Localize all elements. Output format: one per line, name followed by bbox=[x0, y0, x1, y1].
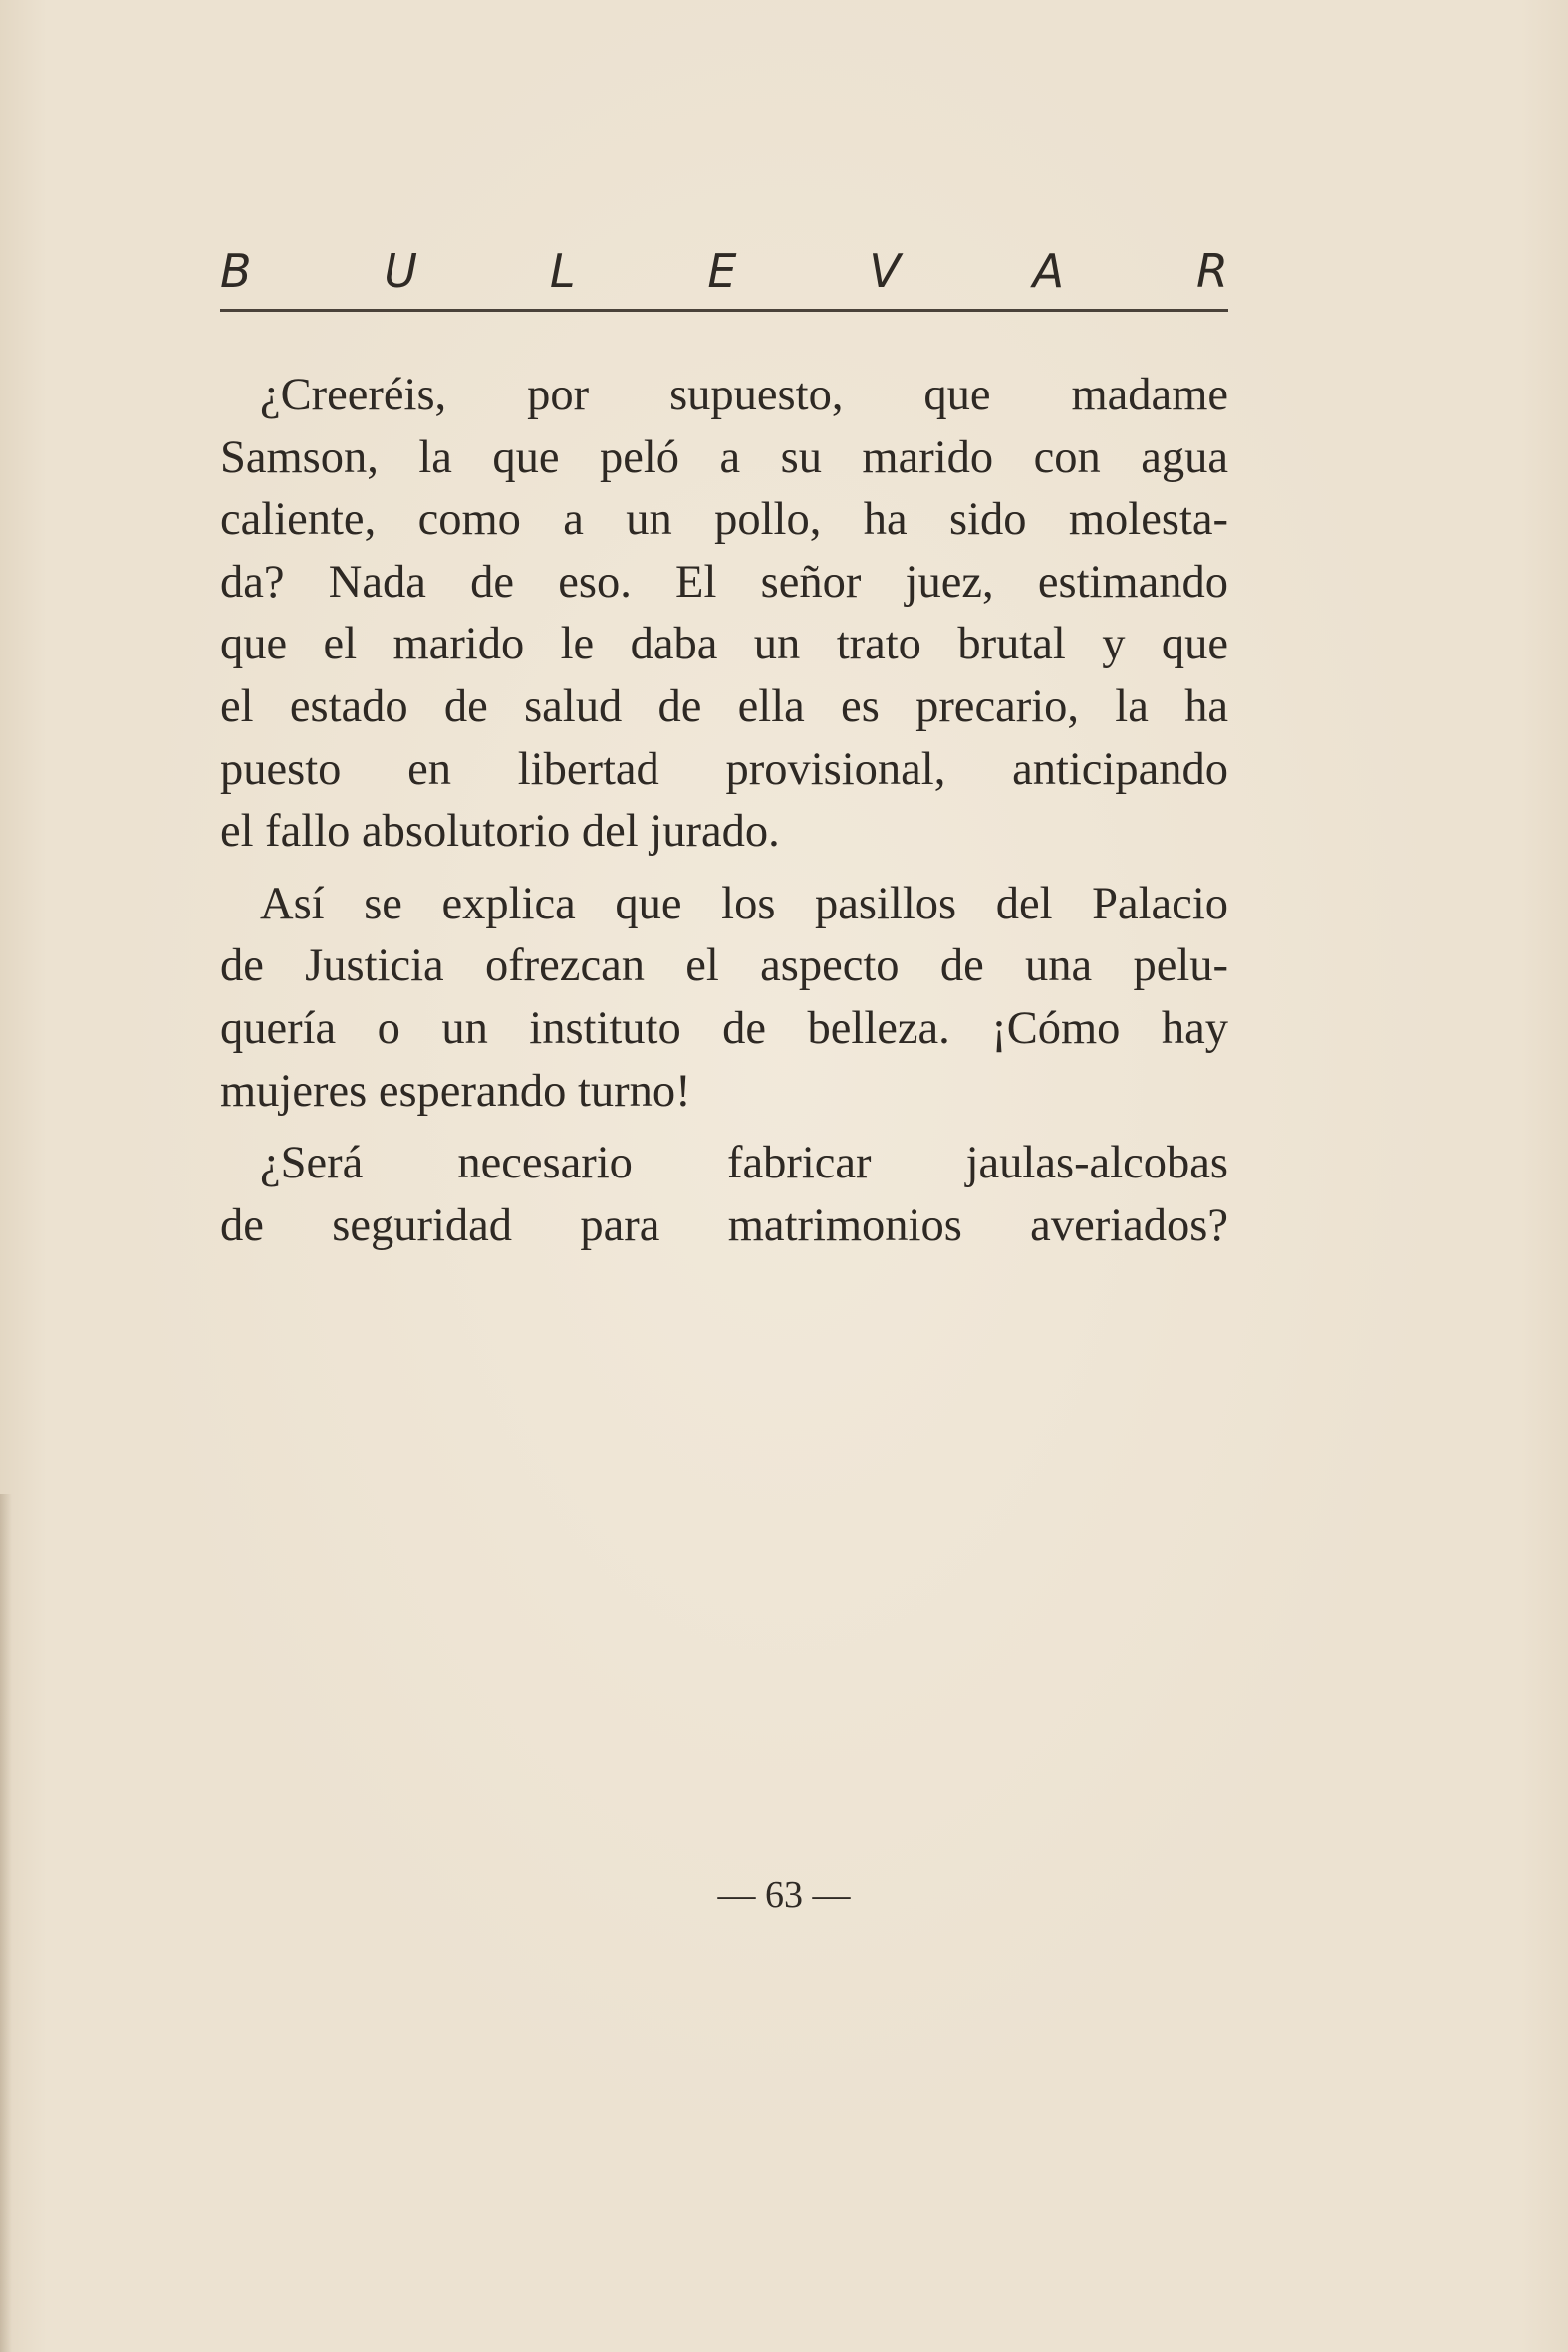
page-number: — 63 — bbox=[717, 1874, 851, 1916]
text-line: ¿Creeréis, por supuesto, que madame bbox=[260, 370, 1228, 420]
text-line: que el marido le daba un trato brutal y que bbox=[220, 619, 1228, 670]
paragraph bbox=[220, 874, 1228, 1123]
paragraph bbox=[220, 365, 1228, 864]
text-line: Así se explica que los pasillos del Palacio bbox=[260, 878, 1228, 929]
text-line: el estado de salud de ella es precario, la ha bbox=[220, 680, 1228, 732]
running-title-letter: L bbox=[549, 244, 576, 298]
text-line: mujeres esperando turno! bbox=[220, 1065, 691, 1117]
text-line: ¿Será necesario fabricar jaulas-alcobas bbox=[260, 1138, 1228, 1189]
running-title-letter: E bbox=[707, 244, 737, 298]
running-title-letter: B bbox=[220, 244, 252, 298]
running-header bbox=[220, 243, 1228, 307]
paragraph bbox=[220, 1133, 1228, 1257]
page-edge-shadow bbox=[0, 1494, 12, 2352]
running-title-letter: A bbox=[1032, 244, 1065, 298]
text-line: de Justicia ofrezcan el aspecto de una pelu- bbox=[220, 940, 1228, 992]
running-title-letter: R bbox=[1195, 244, 1228, 298]
text-line: da? Nada de eso. El señor juez, estimando bbox=[220, 556, 1228, 608]
running-title-letter: U bbox=[384, 244, 418, 298]
text-line: caliente, como a un pollo, ha sido molesta- bbox=[220, 494, 1228, 546]
running-title-letter: V bbox=[869, 244, 901, 298]
text-line: Samson, la que peló a su marido con agua bbox=[220, 431, 1228, 483]
body-text bbox=[220, 365, 1228, 1267]
text-line: quería o un instituto de belleza. ¡Cómo hay bbox=[220, 1002, 1228, 1054]
text-line: de seguridad para matrimonios averiados? bbox=[220, 1199, 1228, 1251]
text-line: puesto en libertad provisional, anticipando bbox=[220, 743, 1228, 795]
text-line: el fallo absolutorio del jurado. bbox=[220, 806, 780, 858]
header-rule bbox=[220, 309, 1228, 312]
running-title bbox=[220, 243, 1228, 299]
